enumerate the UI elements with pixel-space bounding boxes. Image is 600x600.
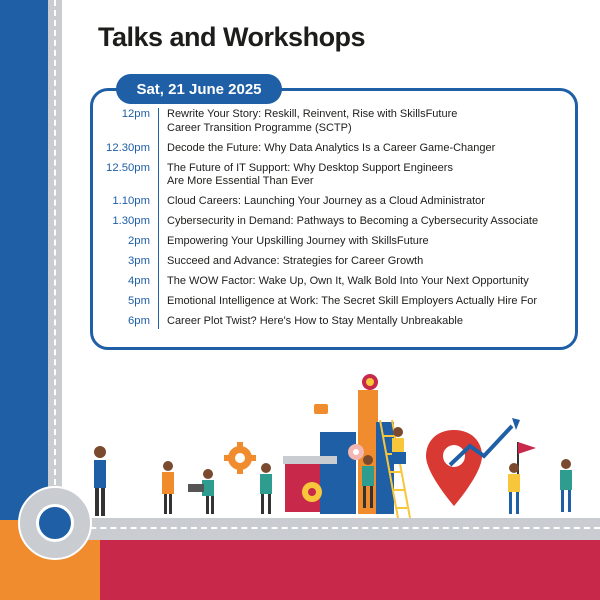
person-cheering (560, 459, 572, 512)
session-title (158, 162, 576, 189)
session-title-line: Career Transition Programme (SCTP) (167, 121, 352, 134)
session-title-line: Empowering Your Upskilling Journey with SkillsFuture (167, 235, 429, 247)
roundabout-center (36, 504, 74, 542)
session-title-line: Emotional Intelligence at Work: The Secret Skill Employers Actually Hire For (167, 295, 538, 307)
session-title (158, 195, 576, 209)
person-figure-2 (162, 461, 174, 514)
session-time: 12.30pm (106, 141, 150, 154)
gear-icon-pink (348, 444, 364, 460)
session-title-line: Are More Essential Than Ever (167, 175, 314, 187)
schedule-row (92, 195, 576, 209)
session-time: 12pm (121, 108, 150, 120)
session-title (158, 315, 576, 329)
person-celebrating (508, 463, 520, 514)
page-title: Talks and Workshops (98, 22, 366, 52)
session-time: 6pm (128, 315, 150, 327)
schedule-row (92, 255, 576, 269)
session-title (158, 108, 576, 135)
date-badge: Sat, 21 June 2025 (116, 74, 282, 104)
gear-icon-orange (224, 442, 256, 474)
schedule-row (92, 315, 576, 329)
flag-icon (518, 442, 536, 454)
chat-bubble-icon (314, 404, 328, 414)
session-title (158, 295, 576, 309)
session-time: 3pm (128, 255, 150, 267)
session-title-line: Succeed and Advance: Strategies for Career Growth (167, 255, 424, 267)
session-title-line: The WOW Factor: Wake Up, Own It, Walk Bold Into Your Next Opportunity (167, 275, 529, 287)
lightbulb-icon (362, 374, 378, 390)
session-time: 12.50pm (106, 161, 150, 174)
person-climbing (392, 427, 406, 464)
session-title-line: Cloud Careers: Launching Your Journey as a Cloud Administrator (167, 195, 485, 207)
session-time: 5pm (128, 295, 150, 307)
schedule-row (92, 142, 576, 156)
gear-icon-yellow (302, 482, 322, 502)
session-title-line: Rewrite Your Story: Reskill, Reinvent, Rise with SkillsFuture (167, 108, 458, 120)
session-title-line: The Future of IT Support: Why Desktop Support Engineers (167, 161, 453, 174)
schedule-row (92, 235, 576, 249)
schedule-row (92, 162, 576, 189)
session-title-line: Cybersecurity in Demand: Pathways to Becoming a Cybersecurity Associate (167, 215, 539, 227)
blue-pillar (320, 432, 356, 514)
session-title (158, 142, 576, 156)
person-binoculars (260, 463, 272, 514)
left-road-dashes (54, 0, 56, 515)
session-time: 1.30pm (112, 215, 150, 227)
session-title (158, 235, 576, 249)
person-laptop (188, 469, 214, 514)
schedule-list (92, 108, 576, 329)
location-pin-icon (426, 430, 482, 506)
schedule-row (92, 275, 576, 289)
schedule-row (92, 295, 576, 309)
schedule-row (92, 108, 576, 135)
schedule-row (92, 215, 576, 229)
session-title-line: Career Plot Twist? Here's How to Stay Mentally Unbreakable (167, 315, 463, 327)
session-time: 2pm (128, 235, 150, 247)
session-title-line: Decode the Future: Why Data Analytics Is a Career Game-Changer (167, 141, 496, 154)
session-title (158, 215, 576, 229)
session-time: 4pm (128, 275, 150, 287)
session-time: 1.10pm (112, 195, 150, 207)
person-figure (94, 446, 106, 516)
session-title (158, 275, 576, 289)
session-title (158, 255, 576, 269)
career-growth-illustration (80, 370, 600, 530)
gray-block (283, 456, 337, 464)
